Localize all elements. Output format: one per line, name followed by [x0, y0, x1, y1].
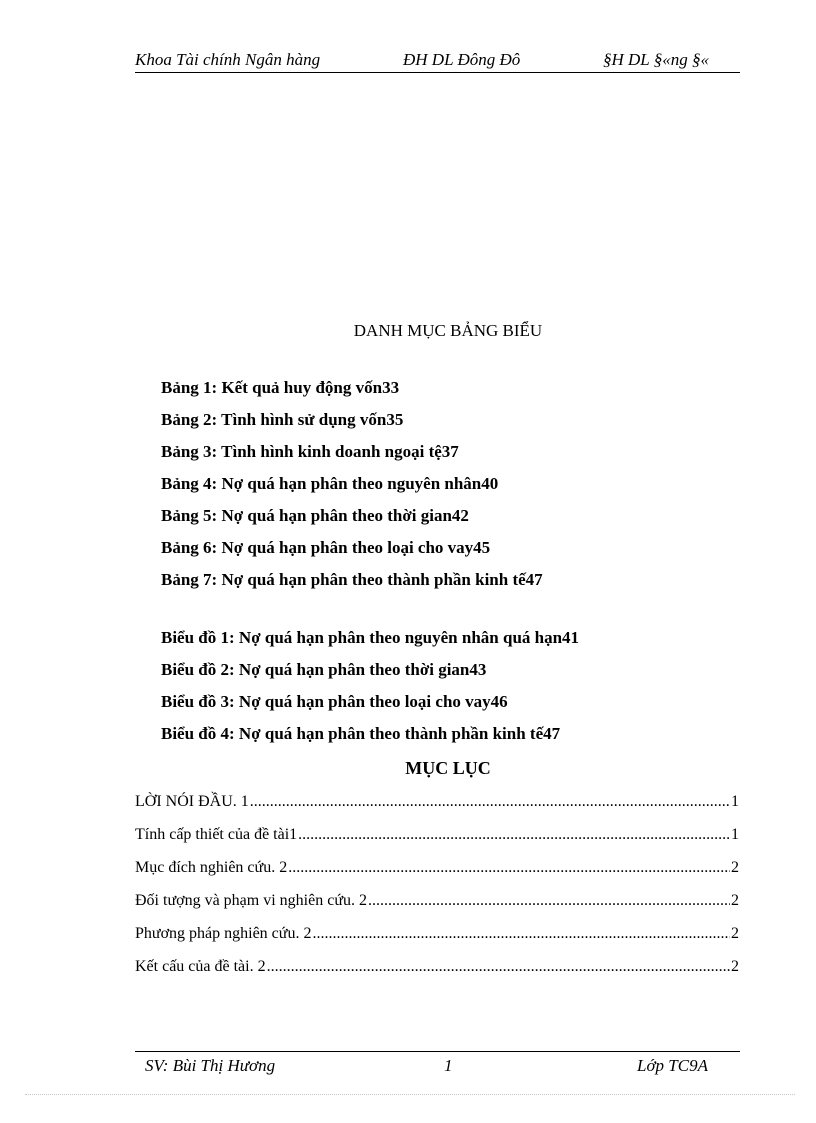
toc-entry[interactable] — [135, 917, 739, 950]
table-entry: Bảng 3: Tình hình kinh doanh ngoại tệ37 — [161, 442, 459, 461]
table-entry: Bảng 6: Nợ quá hạn phân theo loại cho vay45 — [161, 538, 491, 557]
toc-entry[interactable] — [135, 818, 739, 851]
list-of-tables-title: DANH MỤC BẢNG BIỂU — [353, 321, 543, 340]
table-entry: Bảng 5: Nợ quá hạn phân theo thời gian42 — [161, 506, 469, 525]
toc-leader-dots — [298, 818, 730, 851]
footer-page-number: 1 — [444, 1056, 453, 1075]
toc-leader-dots — [368, 884, 730, 917]
table-entry: Bảng 7: Nợ quá hạn phân theo thành phần kinh tế47 — [161, 570, 543, 589]
toc-entry-page: 2 — [731, 925, 739, 942]
table-entry: Bảng 1: Kết quả huy động vốn33 — [161, 378, 400, 397]
toc-title: MỤC LỤC — [405, 758, 491, 778]
chart-entry: Biểu đồ 4: Nợ quá hạn phân theo thành phần kinh tế47 — [161, 724, 561, 743]
toc-entry-page: 2 — [731, 958, 739, 975]
toc-entry-text: Đối tượng và phạm vi nghiên cứu. 2 — [135, 892, 367, 909]
header-university: ĐH DL Đông Đô — [403, 50, 521, 69]
table-of-contents — [135, 785, 739, 983]
page-bottom-dotted-line — [25, 1094, 795, 1095]
toc-leader-dots — [312, 917, 730, 950]
header-university-legacy-font: §H DL §«ng §« — [603, 50, 709, 69]
table-entry: Bảng 2: Tình hình sử dụng vốn35 — [161, 410, 404, 429]
table-entry: Bảng 4: Nợ quá hạn phân theo nguyên nhân40 — [161, 474, 499, 493]
charts-list — [161, 622, 761, 750]
toc-entry-text: LỜI NÓI ĐẦU. 1 — [135, 793, 249, 810]
footer-class: Lớp TC9A — [637, 1056, 708, 1075]
toc-entry-text: Kết cấu của đề tài. 2 — [135, 958, 266, 975]
tables-list — [161, 372, 761, 596]
toc-leader-dots — [288, 851, 730, 884]
toc-entry-page: 2 — [731, 892, 739, 909]
chart-entry: Biểu đồ 2: Nợ quá hạn phân theo thời gian43 — [161, 660, 487, 679]
toc-entry-page: 1 — [731, 793, 739, 810]
toc-entry[interactable] — [135, 785, 739, 818]
toc-leader-dots — [250, 785, 730, 818]
chart-entry: Biểu đồ 3: Nợ quá hạn phân theo loại cho vay46 — [161, 692, 508, 711]
header-faculty: Khoa Tài chính Ngân hàng — [135, 50, 321, 69]
toc-entry[interactable] — [135, 950, 739, 983]
toc-entry-page: 2 — [731, 859, 739, 876]
toc-entry[interactable] — [135, 884, 739, 917]
toc-entry[interactable] — [135, 851, 739, 884]
toc-entry-page: 1 — [731, 826, 739, 843]
footer-student: SV: Bùi Thị Hương — [145, 1056, 276, 1075]
toc-leader-dots — [267, 950, 730, 983]
page-header — [135, 48, 740, 73]
chart-entry: Biểu đồ 1: Nợ quá hạn phân theo nguyên nhân quá hạn41 — [161, 628, 580, 647]
toc-entry-text: Mục đích nghiên cứu. 2 — [135, 859, 288, 876]
toc-entry-text: Tính cấp thiết của đề tài1 — [135, 826, 298, 843]
toc-entry-text: Phương pháp nghiên cứu. 2 — [135, 925, 312, 942]
page-footer — [135, 1051, 740, 1078]
